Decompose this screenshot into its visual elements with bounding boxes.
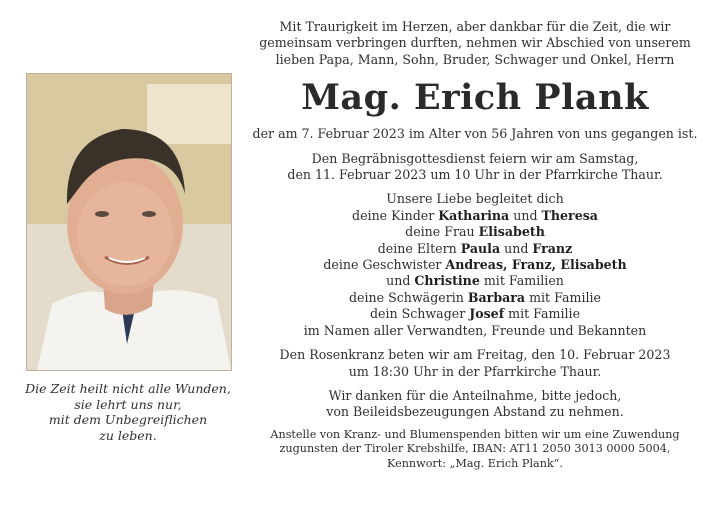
intro-line: Mit Traurigkeit im Herzen, aber dankbar für die Zeit, die wir <box>279 19 671 34</box>
quote-line: mit dem Unbegreiflichen <box>48 412 208 427</box>
portrait-photo <box>26 73 232 371</box>
donation-line: Kennwort: „Mag. Erich Plank“. <box>387 456 563 470</box>
family-siblings-2: und Christine mit Familien <box>386 273 564 289</box>
quote-line: zu leben. <box>99 427 157 443</box>
donation-line: zugunsten der Tiroler Krebshilfe, IBAN: AT11 2050 3013 0000 5004, <box>279 442 671 456</box>
deceased-name: Mag. Erich Plank <box>301 77 649 119</box>
family-sister-in-law: deine Schwägerin Barbara mit Familie <box>349 289 601 305</box>
intro-line: lieben Papa, Mann, Sohn, Bruder, Schwager und Onkel, Herrn <box>275 51 675 67</box>
memorial-quote <box>14 381 242 443</box>
portrait-illustration <box>27 74 231 370</box>
family-wife: deine Frau Elisabeth <box>405 224 545 240</box>
donation-line: Anstelle von Kranz- und Blumenspenden bitten wir um eine Zuwendung <box>270 427 680 441</box>
quote-line: sie lehrt uns nur, <box>74 396 182 412</box>
rosary-line: um 18:30 Uhr in der Pfarrkirche Thaur. <box>348 363 602 379</box>
obituary-text <box>250 19 700 471</box>
family-children: deine Kinder Katharina und Theresa <box>352 207 598 223</box>
thanks-line: Wir danken für die Anteilnahme, bitte jedoch, <box>328 387 622 403</box>
family-intro: Unsere Liebe begleitet dich <box>386 191 564 207</box>
intro-line: gemeinsam verbringen durften, nehmen wir Abschied von unserem <box>259 35 691 51</box>
service-line: Den Begräbnisgottesdienst feiern wir am Samstag, <box>311 150 639 166</box>
family-others: im Namen aller Verwandten, Freunde und Bekannten <box>303 322 647 338</box>
family-siblings: deine Geschwister Andreas, Franz, Elisabeth <box>323 257 627 273</box>
quote-line: Die Zeit heilt nicht alle Wunden, <box>25 381 231 396</box>
service-line: den 11. Februar 2023 um 10 Uhr in der Pfarrkirche Thaur. <box>287 167 663 183</box>
rosary-line: Den Rosenkranz beten wir am Freitag, den 10. Februar 2023 <box>279 347 671 363</box>
family-parents: deine Eltern Paula und Franz <box>377 240 573 256</box>
family-brother-in-law: dein Schwager Josef mit Familie <box>369 306 581 322</box>
family-list <box>250 191 700 339</box>
thanks-line: von Beileidsbezeugungen Abstand zu nehmen. <box>326 404 624 420</box>
death-notice: der am 7. Februar 2023 im Alter von 56 Jahren von uns gegangen ist. <box>252 126 698 142</box>
